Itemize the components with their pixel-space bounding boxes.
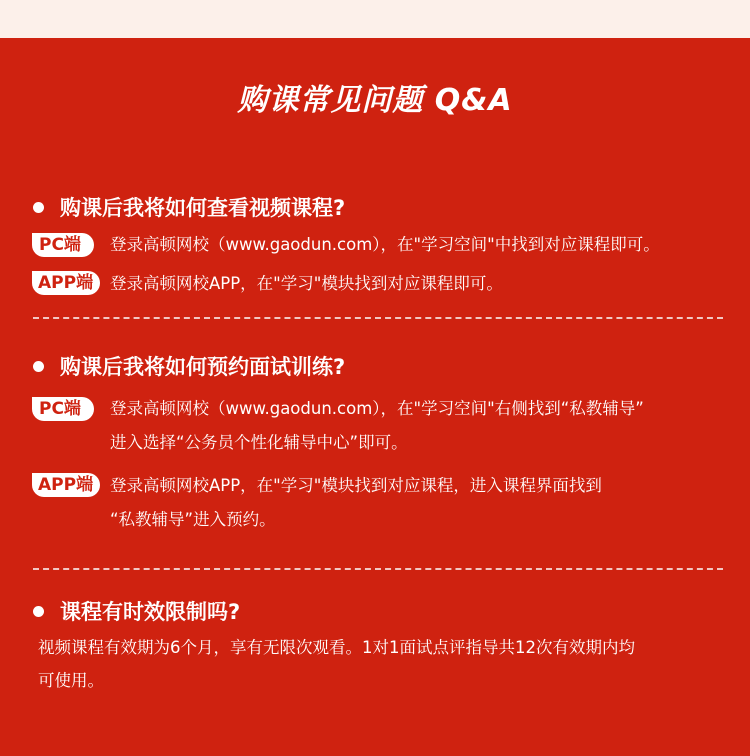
- top-banner-strip: [0, 0, 750, 38]
- q2-pc-answer-line-1: 登录高顿网校（www.gaodun.com），在"学习空间"右侧找到“私教辅导”: [110, 399, 644, 418]
- q2-app-answer-line-1: 登录高顿网校APP，在"学习"模块找到对应课程，进入课程界面找到: [110, 476, 602, 495]
- q2-app-answer-line-2: “私教辅导”进入预约。: [110, 510, 276, 529]
- question-1: [33, 194, 345, 222]
- bullet-dot-icon: [33, 606, 44, 617]
- pc-badge: PC端: [32, 233, 94, 257]
- dashed-divider: [33, 317, 723, 319]
- q1-app-answer: 登录高顿网校APP，在"学习"模块找到对应课程即可。: [110, 274, 503, 293]
- app-badge: APP端: [32, 271, 100, 295]
- section-title: 购课常见问题 Q&A: [237, 83, 513, 118]
- q3-answer-line-1: 视频课程有效期为6个月，享有无限次观看。1对1面试点评指导共12次有效期内均: [38, 638, 635, 657]
- question-3: [33, 598, 240, 626]
- dashed-divider: [33, 568, 723, 570]
- question-1-text: 购课后我将如何查看视频课程?: [60, 196, 346, 220]
- question-2: [33, 353, 345, 381]
- app-badge: APP端: [32, 473, 100, 497]
- question-3-text: 课程有时效限制吗?: [60, 600, 241, 624]
- q2-pc-answer-line-2: 进入选择“公务员个性化辅导中心”即可。: [110, 433, 408, 452]
- question-2-text: 购课后我将如何预约面试训练?: [60, 355, 346, 379]
- q3-answer-line-2: 可使用。: [38, 671, 104, 690]
- bullet-dot-icon: [33, 361, 44, 372]
- q1-pc-answer: 登录高顿网校（www.gaodun.com），在"学习空间"中找到对应课程即可。: [110, 235, 660, 254]
- pc-badge: PC端: [32, 397, 94, 421]
- bullet-dot-icon: [33, 202, 44, 213]
